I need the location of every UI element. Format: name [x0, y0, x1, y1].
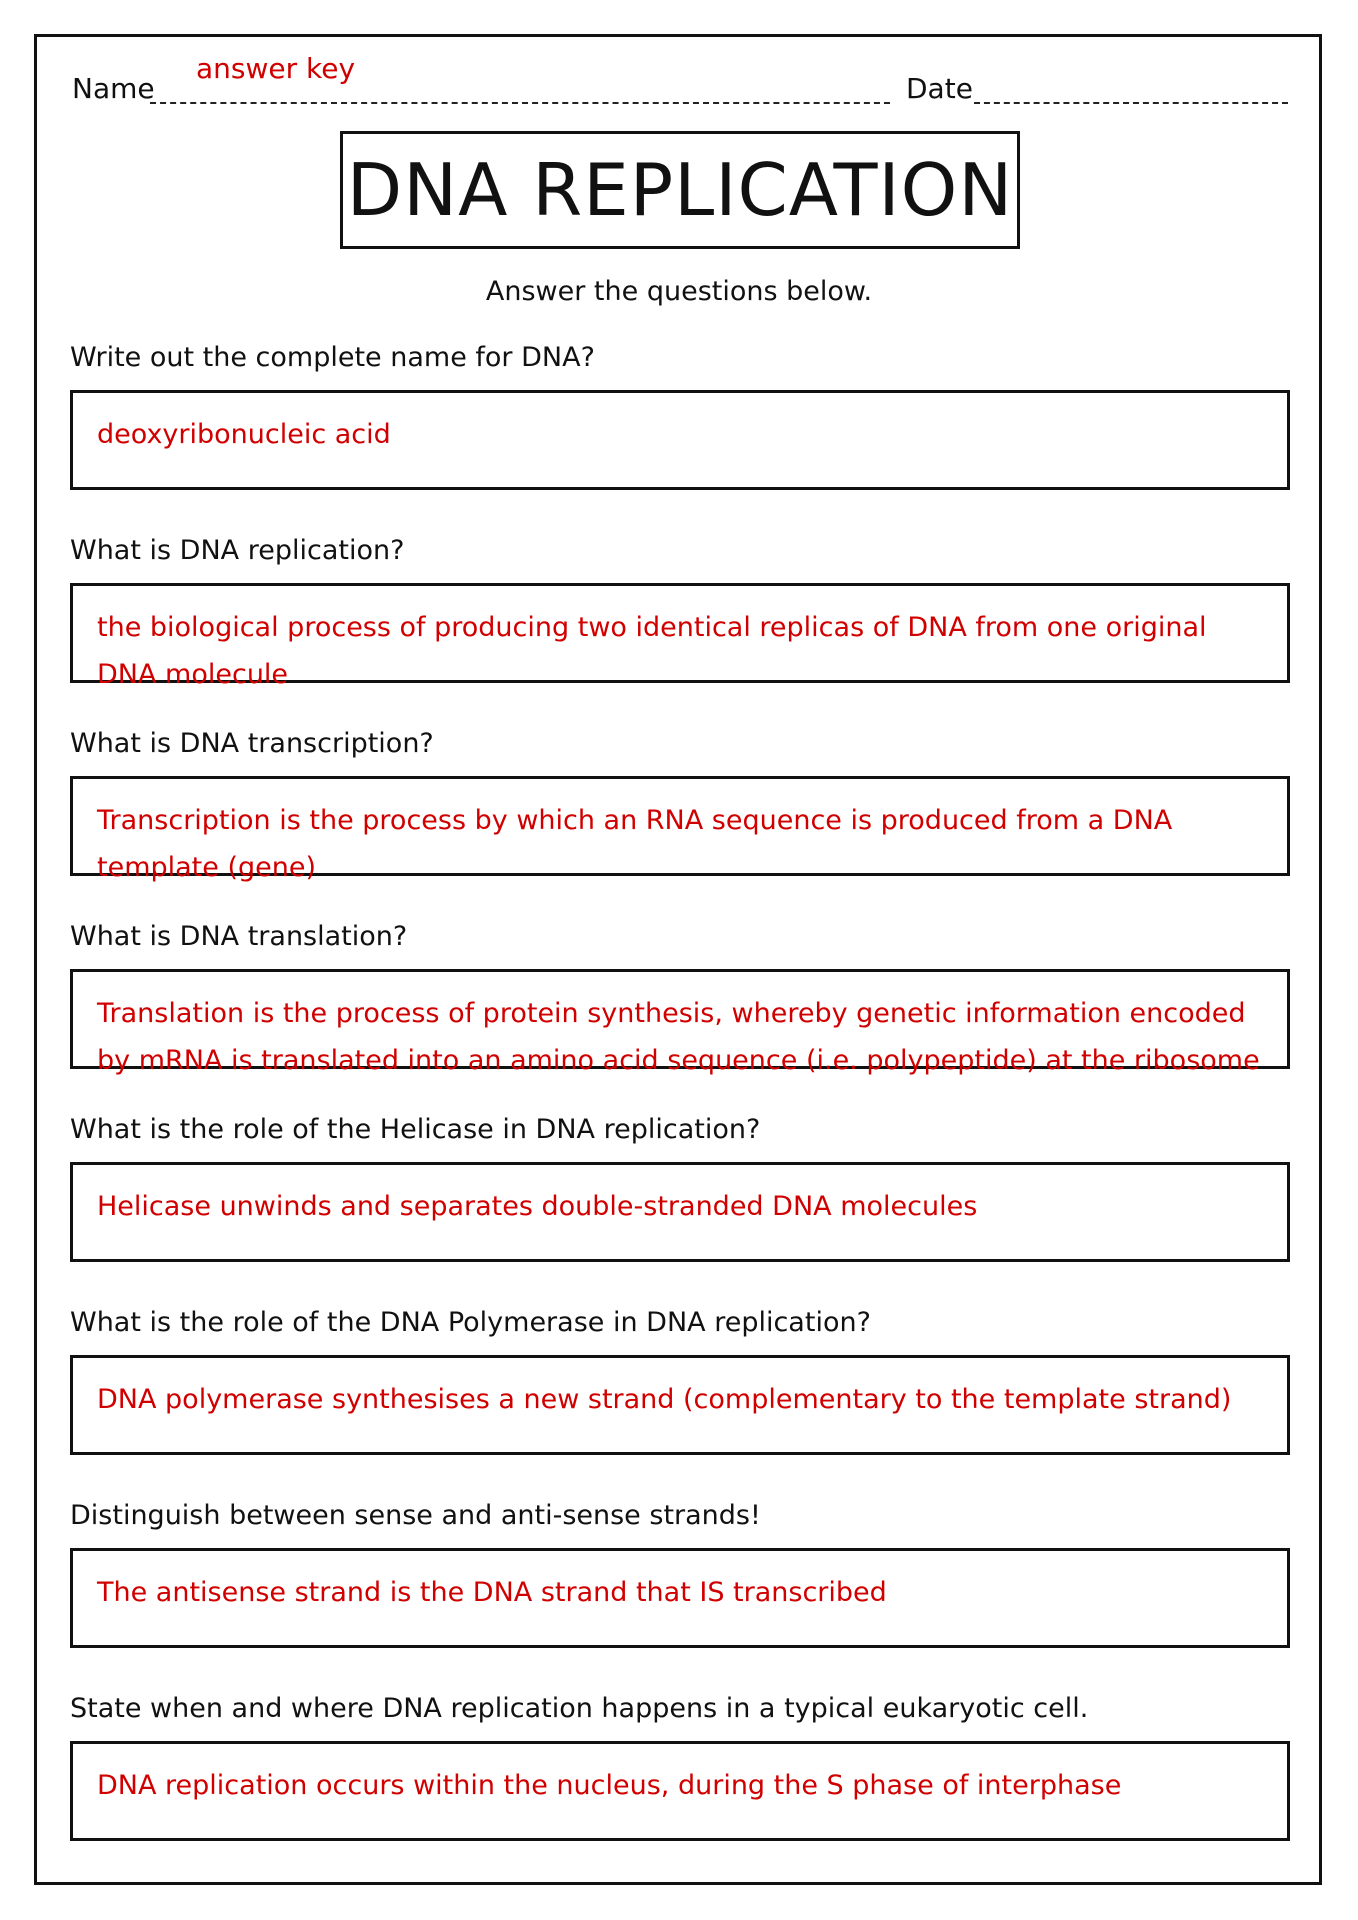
answer-box[interactable]: DNA polymerase synthesises a new strand (complementary to the template strand) — [70, 1355, 1290, 1455]
name-field-line[interactable] — [150, 102, 890, 104]
question-text: Write out the complete name for DNA? — [70, 342, 595, 373]
answer-box[interactable]: Helicase unwinds and separates double-stranded DNA molecules — [70, 1162, 1290, 1262]
date-label: Date — [906, 72, 973, 105]
question-block-1 — [70, 340, 1290, 490]
question-block-4 — [70, 919, 1290, 1076]
question-text: What is DNA transcription? — [70, 728, 434, 759]
question-block-7 — [70, 1498, 1290, 1648]
question-block-3 — [70, 726, 1290, 883]
question-block-6 — [70, 1305, 1290, 1455]
answer-box[interactable]: DNA replication occurs within the nucleus, during the S phase of interphase — [70, 1741, 1290, 1841]
question-text: What is the role of the Helicase in DNA replication? — [70, 1114, 761, 1145]
question-text: What is DNA translation? — [70, 921, 408, 952]
answer-box[interactable]: The antisense strand is the DNA strand that IS transcribed — [70, 1548, 1290, 1648]
question-block-2 — [70, 533, 1290, 690]
instruction-text: Answer the questions below. — [485, 276, 873, 307]
date-field-line[interactable] — [974, 102, 1288, 104]
name-value: answer key — [196, 52, 356, 85]
question-text: State when and where DNA replication happens in a typical eukaryotic cell. — [70, 1693, 1089, 1724]
answer-box[interactable]: deoxyribonucleic acid — [70, 390, 1290, 490]
question-text: What is DNA replication? — [70, 535, 405, 566]
name-label: Name — [72, 72, 155, 105]
answer-box[interactable]: Transcription is the process by which an RNA sequence is produced from a DNA template (gene) — [70, 776, 1290, 876]
question-text: What is the role of the DNA Polymerase in DNA replication? — [70, 1307, 871, 1338]
answer-box[interactable]: Translation is the process of protein synthesis, whereby genetic information encoded by mRNA is translated into an amino acid sequence (i.e. polypeptide) at the ribosome — [70, 969, 1290, 1069]
question-block-8 — [70, 1691, 1290, 1841]
header-row — [72, 52, 1288, 110]
question-text: Distinguish between sense and anti-sense strands! — [70, 1500, 761, 1531]
worksheet-title: DNA REPLICATION — [340, 131, 1020, 249]
question-block-5 — [70, 1112, 1290, 1262]
answer-box[interactable]: the biological process of producing two identical replicas of DNA from one original DNA molecule — [70, 583, 1290, 683]
